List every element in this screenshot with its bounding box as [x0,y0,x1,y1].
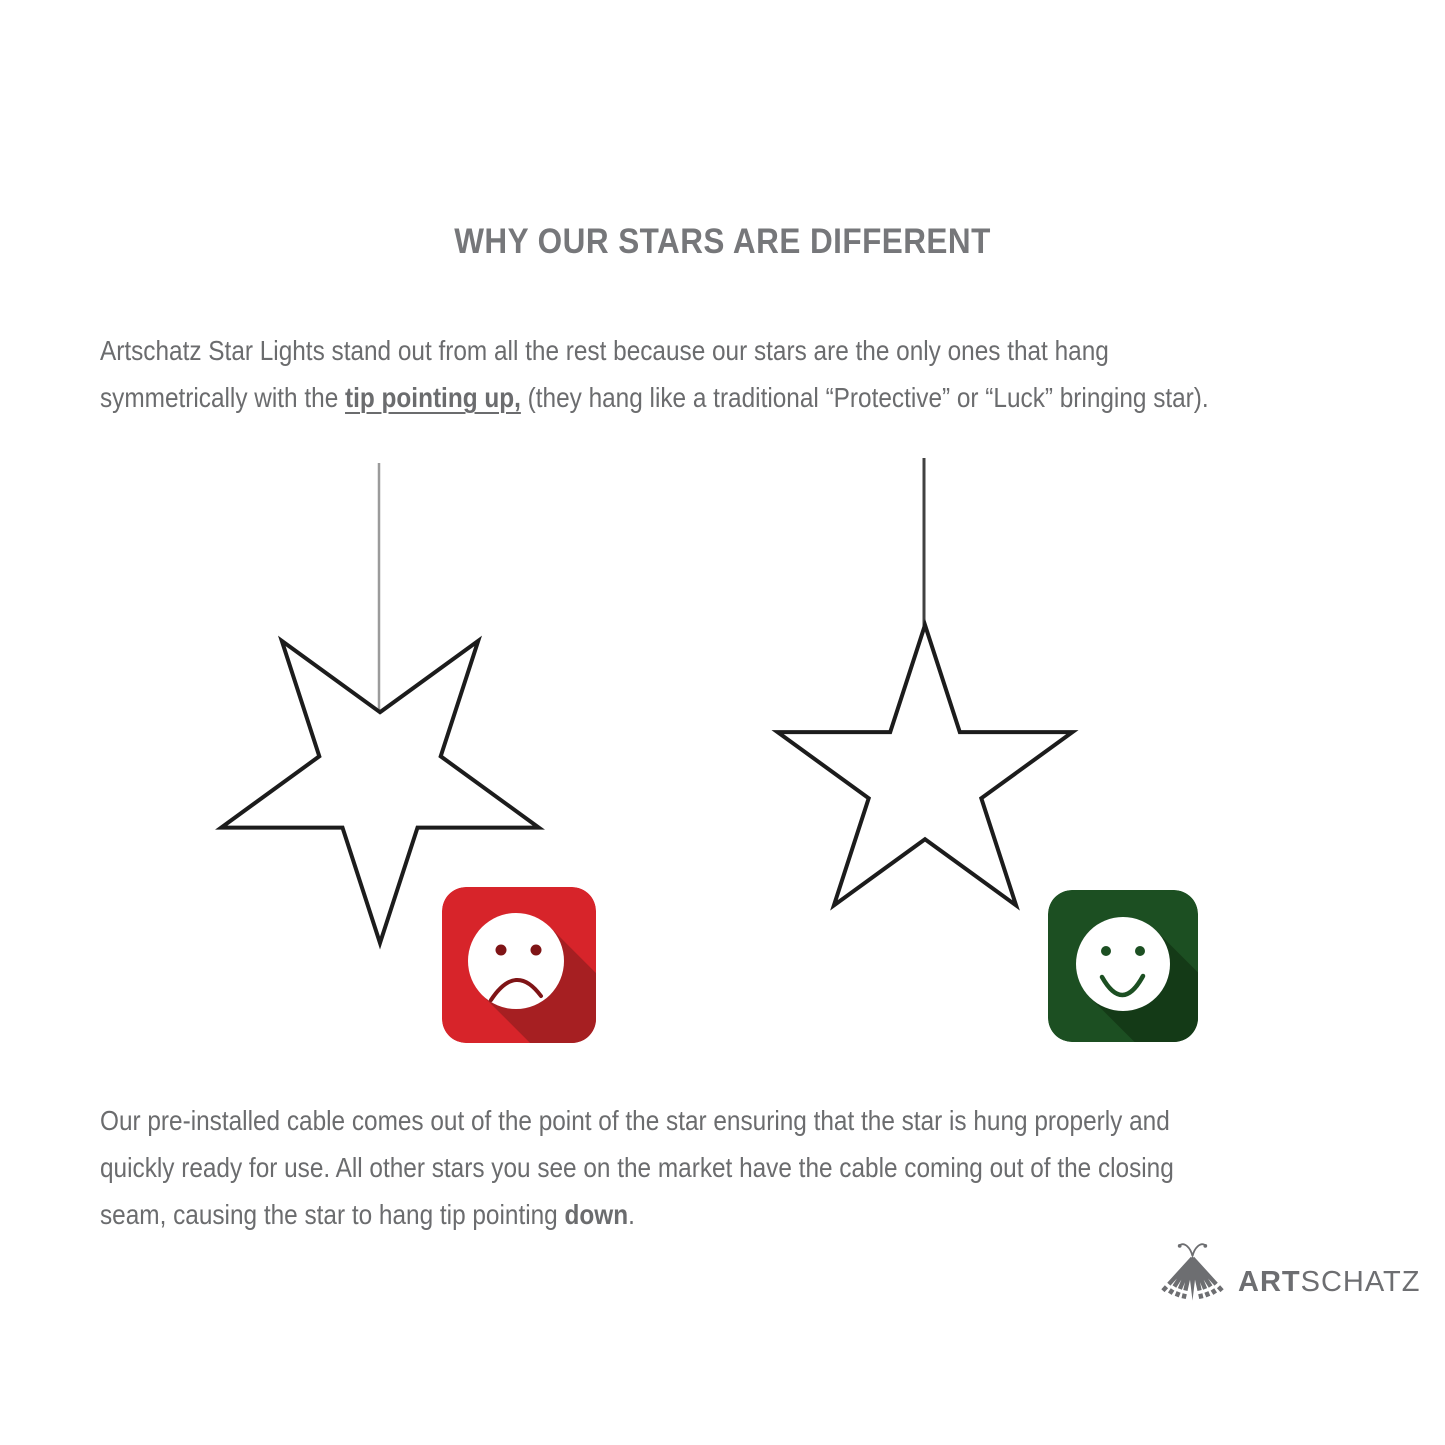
tip-pointing-up-emphasis: tip pointing up, [345,382,521,413]
sad-face-circle [468,913,564,1009]
intro-line-2-post: (they hang like a traditional “Protective” or “Luck” bringing star). [520,382,1209,413]
smiley-face-left-eye [1101,946,1111,956]
wrong-hang-figure [221,463,762,1207]
brand-name [1238,1266,1420,1299]
down-emphasis: down [564,1199,629,1230]
outro-line-2: quickly ready for use. All other stars you see on the market have the cable coming out of the closing [100,1152,1174,1183]
outro-line-1: Our pre-installed cable comes out of the point of the star ensuring that the star is hung properly and [100,1105,1170,1136]
page-title: WHY OUR STARS ARE DIFFERENT [454,222,991,261]
brand-logo [1158,1238,1421,1308]
star-tip-up-outline [778,625,1073,905]
moth-antenna-tip-right [1203,1244,1207,1248]
outro-line-3-pre: seam, causing the star to hang tip pointing [100,1199,565,1230]
intro-line-1: Artschatz Star Lights stand out from all the rest because our stars are the only ones that hang [100,335,1109,366]
intro-line-2-pre: symmetrically with the [100,382,346,413]
smiley-face-right-eye [1135,946,1145,956]
moth-antenna-tip-left [1178,1244,1182,1248]
outro-line-3 [100,1191,1174,1238]
outro-paragraph [100,1097,1334,1238]
brand-name-bold: ART [1238,1266,1301,1298]
moth-icon [1158,1238,1227,1302]
brand-name-light: SCHATZ [1300,1266,1421,1298]
sad-face-left-eye [496,945,507,956]
sad-face-right-eye [531,945,542,956]
outro-line-3-post: . [628,1199,635,1230]
